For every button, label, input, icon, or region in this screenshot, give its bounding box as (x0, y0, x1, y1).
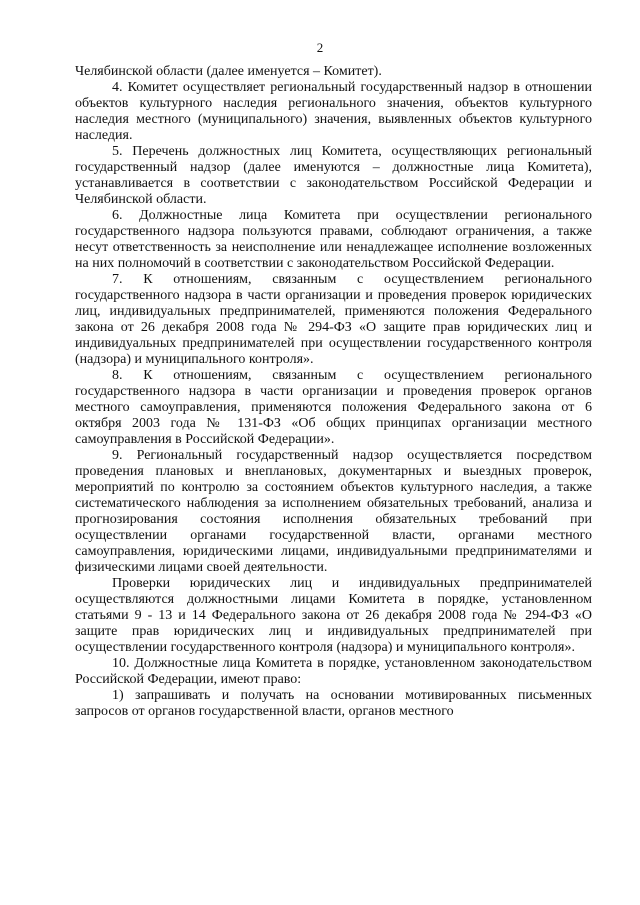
document-body (75, 64, 592, 720)
paragraph-9-inspections: Проверки юридических лиц и индивидуальных предпринимателей осуществляются должностными лицами Комитета в порядке, установленном статьями 9 - 13 и 14 Федерального закона от 26 декабря 2008 года № 294-ФЗ «О защите прав юридических лиц и индивидуальных предпринимателей при осуществлении государственного контроля (надзора) и муниципального контроля». (75, 576, 592, 655)
paragraph-6: 6. Должностные лица Комитета при осуществлении регионального государственного надзора пользуются правами, соблюдают ограничения, а также несут ответственность за неисполнение или ненадлежащее исполнение возложенных на них полномочий в соответствии с законодательством Российской Федерации. (75, 208, 592, 271)
paragraph-5: 5. Перечень должностных лиц Комитета, осуществляющих региональный государственный надзор (далее именуются – должностные лица Комитета), устанавливается в соответствии с законодательством Российской Федерации и Челябинской области. (75, 144, 592, 207)
paragraph-8: 8. К отношениям, связанным с осуществлением регионального государственного надзора в части организации и проведения проверок органов местного самоуправления, применяются положения Федерального закона от 6 октября 2003 года № 131-ФЗ «Об общих принципах организации местного самоуправления в Российской Федерации». (75, 368, 592, 447)
paragraph-10: 10. Должностные лица Комитета в порядке, установленном законодательством Российской Федерации, имеют право: (75, 656, 592, 687)
paragraph-10-item-1: 1) запрашивать и получать на основании мотивированных письменных запросов от органов государственной власти, органов местного (75, 688, 592, 719)
paragraph-7: 7. К отношениям, связанным с осуществлением регионального государственного надзора в части организации и проведения проверок юридических лиц, индивидуальных предпринимателей, применяются положения Федерального закона от 26 декабря 2008 года № 294-ФЗ «О защите прав юридических лиц и индивидуальных предпринимателей при осуществлении государственного контроля (надзора) и муниципального контроля». (75, 272, 592, 367)
paragraph-4: 4. Комитет осуществляет региональный государственный надзор в отношении объектов культурного наследия регионального значения, объектов культурного наследия местного (муниципального) значения, выявленных объектов культурного наследия. (75, 80, 592, 143)
paragraph-continuation: Челябинской области (далее именуется – Комитет). (75, 64, 382, 79)
page-number: 2 (316, 40, 324, 55)
paragraph-9: 9. Региональный государственный надзор осуществляется посредством проведения плановых и внеплановых, документарных и выездных проверок, мероприятий по контролю за состоянием объектов культурного наследия, а также систематического наблюдения за исполнением обязательных требований, анализа и прогнозирования состояния исполнения обязательных требований при осуществлении органами государственной власти, органами местного самоуправления, юридическими лицами, индивидуальными предпринимателями и физическими лицами своей деятельности. (75, 448, 592, 575)
